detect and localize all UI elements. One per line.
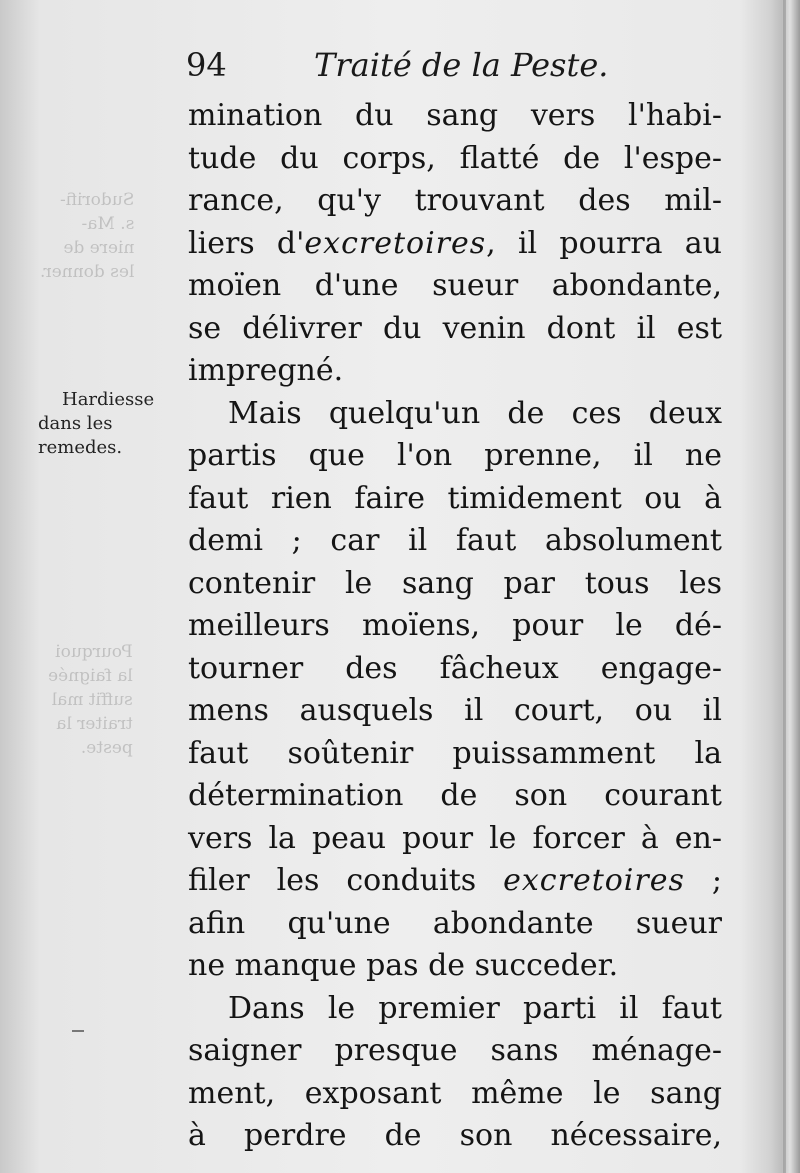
paragraph-start-line: Dans le premier parti il faut	[228, 990, 722, 1026]
text-line-start: liers d'	[188, 225, 305, 261]
text-line-with-italic	[188, 860, 722, 903]
text-line: tourner des fâcheux engage-	[188, 650, 722, 686]
text-line: détermination de son courant	[188, 778, 722, 813]
text-line: mination du sang vers l'habi-	[188, 98, 722, 133]
text-line: tude du corps, flatté de l'espe-	[188, 140, 722, 176]
text-line: meilleurs moïens, pour le dé-	[188, 608, 722, 643]
margin-note-line: remedes.	[38, 437, 123, 458]
text-line-with-italic	[188, 223, 722, 266]
text-line: partis que l'on prenne, il ne	[188, 438, 722, 473]
text-line: se délivrer du venin dont il est	[188, 310, 722, 346]
running-title: Traité de la Peste.	[314, 46, 609, 84]
text-line: faut rien faire timidement ou à	[188, 480, 722, 516]
bleed-through-margin-note: Sudorifi- s. Ma- niere de les donner.	[40, 190, 135, 282]
text-line: moïen d'une sueur abondante,	[188, 268, 722, 303]
text-line: ment, exposant même le sang	[188, 1075, 722, 1111]
text-line: demi ; car il faut absolument	[188, 523, 722, 558]
text-line: afin qu'une abondante sueur	[188, 905, 722, 941]
text-line: contenir le sang par tous les	[188, 565, 722, 601]
body-text	[188, 95, 722, 1158]
margin-dash-mark	[72, 1030, 84, 1032]
margin-note-line: dans les	[38, 413, 113, 434]
text-line: rance, qu'y trouvant des mil-	[188, 183, 722, 218]
page-number: 94	[186, 46, 227, 84]
text-line-tail: , il pourra au	[486, 225, 722, 261]
page-gutter-shadow	[783, 0, 786, 1173]
text-line: ne manque pas de succeder.	[188, 948, 619, 983]
text-line: saigner presque sans ménage-	[188, 1033, 722, 1068]
bleed-through-margin-note-2: Pourquoi la faignée suffit mal traiter la peste.	[48, 642, 133, 758]
paragraph-start-line: Mais quelqu'un de ces deux	[228, 395, 722, 431]
text-line: vers la peau pour le forcer à en-	[188, 820, 722, 856]
text-line: impregné.	[188, 353, 344, 388]
italic-term: excretoires	[304, 225, 487, 261]
italic-term: excretoires	[503, 863, 685, 898]
text-line: mens ausquels il court, ou il	[188, 693, 722, 728]
text-line: à perdre de son nécessaire,	[188, 1118, 722, 1153]
text-line: faut soûtenir puissamment la	[188, 735, 722, 771]
text-line-tail: ;	[684, 863, 722, 898]
margin-note	[38, 388, 178, 460]
text-line-start: filer les conduits	[188, 863, 477, 898]
margin-note-line: Hardiesse	[62, 389, 155, 410]
